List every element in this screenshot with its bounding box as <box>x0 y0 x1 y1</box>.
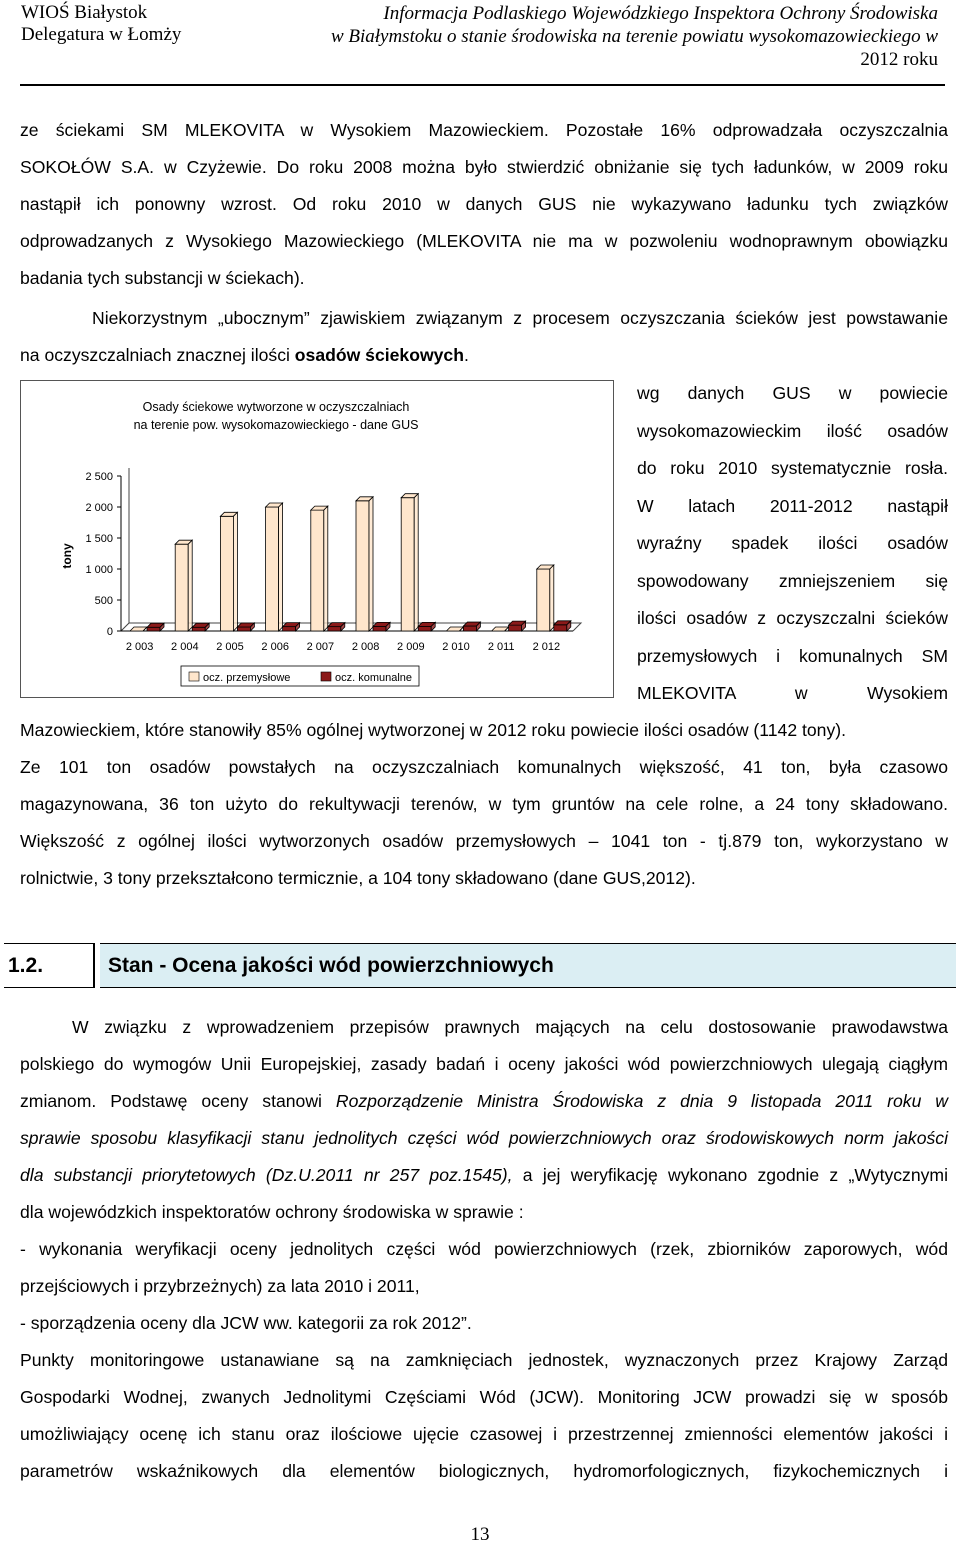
paragraph-4-line13: parametrów wskaźnikowych dla elementów biologicznych, hydromorfologicznych, fizykochemicznych i <box>20 1461 948 1481</box>
chart-x-tick-label: 2 010 <box>442 641 470 653</box>
chart-side-text <box>637 375 948 713</box>
header-report-title <box>238 2 938 71</box>
paragraph-4-line6: dla wojewódzkich inspektoratów ochrony środowiska w sprawie : <box>20 1202 524 1222</box>
chart-y-axis-label: tony <box>60 543 74 569</box>
chart-legend <box>181 666 419 686</box>
bar-municipal <box>463 622 480 631</box>
header-title-line3: 2012 roku <box>860 49 938 70</box>
sludge-chart <box>20 380 614 698</box>
paragraph-1-line3a: nastąpił ich ponowny wzrost. <box>20 194 277 214</box>
section-title: Stan - Ocena jakości wód powierzchniowych <box>100 943 956 988</box>
paragraph-2-line2 <box>20 337 948 374</box>
bar-municipal <box>147 623 164 631</box>
paragraph-4-regulation: Rozporządzenie Ministra Środowiska z dnia 9 listopada 2011 roku w <box>335 1091 948 1111</box>
bar-industrial <box>446 627 463 631</box>
chart-x-tick-label: 2 004 <box>171 641 199 653</box>
bar-industrial-front <box>537 569 550 631</box>
paragraph-3 <box>20 712 948 897</box>
chart-title-line1: Osady ściekowe wytworzone w oczyszczalniach <box>142 400 410 414</box>
bar-industrial <box>311 506 328 631</box>
chart-x-tick-label: 2 006 <box>261 641 289 653</box>
chart-x-ticks <box>126 641 560 653</box>
side-text-line9: MLEKOVITA w Wysokiem <box>637 683 948 703</box>
chart-x-tick-label: 2 007 <box>306 641 335 653</box>
bar-municipal-front <box>373 626 386 631</box>
side-text-line3: do roku 2010 systematycznie rosła. <box>637 458 948 478</box>
bar-industrial-side <box>550 565 554 631</box>
section-heading <box>4 943 956 986</box>
paragraph-4-line3 <box>20 1083 948 1120</box>
paragraph-4-line10: Punkty monitoringowe ustanawiane są na zamknięciach jednostek, wyznaczonych przez Krajowy Zarząd <box>20 1350 948 1370</box>
bar-industrial <box>401 494 418 631</box>
paragraph-2 <box>20 300 948 374</box>
paragraph-2-line1: Niekorzystnym „ubocznym” zjawiskiem związanym z procesem oczyszczania ścieków jest powstawanie <box>92 308 948 328</box>
chart-back-wall <box>121 468 129 631</box>
paragraph-2-line2a: na oczyszczalniach znacznej ilości <box>20 345 295 365</box>
paragraph-4 <box>20 1009 948 1490</box>
paragraph-1-line2: SOKOŁÓW S.A. w Czyżewie. Do roku 2008 można było stwierdzić obniżanie się tych ładunków, w 2009 roku <box>20 157 948 177</box>
side-text-line8: przemysłowych i komunalnych SM <box>637 645 948 666</box>
page-number: 13 <box>470 1524 490 1545</box>
paragraph-1 <box>20 112 948 297</box>
bar-industrial <box>130 627 147 631</box>
bar-industrial-side <box>324 506 328 631</box>
bar-industrial <box>356 497 373 631</box>
bar-municipal-front <box>192 627 205 631</box>
bar-municipal-front <box>237 627 250 631</box>
paragraph-1-line3 <box>20 186 948 223</box>
side-text-line2: wysokomazowieckim ilość osadów <box>637 420 948 441</box>
paragraph-4-line7: - wykonania weryfikacji oceny jednolitych części wód powierzchniowych (rzek, zbiorników zaporowych, wód <box>20 1239 948 1259</box>
chart-y-tick-label: 1 500 <box>85 533 113 545</box>
legend-label: ocz. komunalne <box>335 672 413 684</box>
chart-x-tick-label: 2 003 <box>125 641 154 653</box>
bar-industrial-side <box>188 540 192 631</box>
bar-industrial <box>492 627 509 631</box>
header-title-line2: w Białymstoku o stanie środowiska na terenie powiatu wysokomazowieckiego w <box>330 26 938 47</box>
paragraph-3-line4: Większość z ogólnej ilości wytworzonych osadów przemysłowych – 1041 ton - tj.879 ton, wykorzystano w <box>20 831 948 851</box>
bar-industrial <box>537 565 554 631</box>
header-institution <box>21 2 181 46</box>
side-text-line4: W latach 2011-2012 nastąpił <box>637 495 948 516</box>
bar-municipal-front <box>147 627 160 631</box>
paragraph-1-line3b: Od roku 2010 w danych GUS nie wykazywano ładunku tych związków <box>292 194 948 214</box>
bar-industrial <box>220 512 237 631</box>
bar-municipal-front <box>554 625 567 631</box>
header-institution-line1: WIOŚ Białystok <box>21 2 148 23</box>
legend-swatch <box>321 672 331 681</box>
chart-y-ticks <box>85 471 121 638</box>
bar-municipal <box>283 623 300 631</box>
header-institution-line2: Delegatura w Łomży <box>21 24 182 45</box>
chart-y-tick-label: 500 <box>94 595 113 607</box>
legend-label: ocz. przemysłowe <box>203 672 291 684</box>
chart-y-tick-label: 1 000 <box>85 564 113 576</box>
bar-municipal <box>509 621 526 631</box>
chart-y-tick-label: 2 000 <box>85 502 113 514</box>
bar-municipal-front <box>328 627 341 631</box>
bar-municipal <box>554 621 571 631</box>
paragraph-4-line1: W związku z wprowadzeniem przepisów prawnych mających na celu dostosowanie prawodawstwa <box>72 1017 948 1037</box>
bar-industrial <box>175 540 192 631</box>
paragraph-4-line8: przejściowych i przybrzeżnych) za lata 2010 i 2011, <box>20 1276 420 1296</box>
bar-industrial-side <box>414 494 418 631</box>
header-divider <box>20 84 945 86</box>
chart-title-line2: na terenie pow. wysokomazowieckiego - dane GUS <box>133 418 419 432</box>
chart-x-tick-label: 2 009 <box>397 641 425 653</box>
paragraph-4-line5a: dla substancji priorytetowych (Dz.U.2011 nr 257 poz.1545), <box>20 1165 513 1185</box>
paragraph-2-keyword: osadów ściekowych <box>294 345 464 365</box>
bar-municipal-front <box>463 626 476 631</box>
bar-industrial-front <box>175 544 188 631</box>
paragraph-1-line5: badania tych substancji w ściekach). <box>20 268 305 288</box>
chart-bars <box>130 494 571 631</box>
bar-municipal <box>237 623 254 631</box>
bar-industrial-front <box>266 507 279 631</box>
chart-x-tick-label: 2 011 <box>487 641 515 653</box>
paragraph-4-line2: polskiego do wymogów Unii Europejskiej, zasady badań i oceny jakości wód powierzchniowych ulegają ciągłym <box>20 1054 948 1074</box>
bar-municipal <box>192 623 209 631</box>
paragraph-3-line1: Mazowieckiem, które stanowiły 85% ogólnej wytworzonej w 2012 roku powiecie ilości osadów (1142 tony). <box>20 720 846 740</box>
bar-municipal-front <box>283 627 296 631</box>
section-number: 1.2. <box>4 943 95 988</box>
bar-municipal-front <box>418 626 431 631</box>
paragraph-3-line2: Ze 101 ton osadów powstałych na oczyszczalniach komunalnych większość, 41 ton, była czasowo <box>20 757 948 777</box>
bar-municipal-front <box>509 625 522 631</box>
chart-x-tick-label: 2 012 <box>532 641 561 653</box>
paragraph-4-line5 <box>20 1157 948 1194</box>
bar-municipal <box>418 622 435 631</box>
bar-municipal <box>328 623 345 631</box>
paragraph-4-line3a: zmianom. Podstawę oceny stanowi <box>20 1091 336 1111</box>
paragraph-2-line2c: . <box>463 345 469 365</box>
bar-industrial-front <box>220 516 233 631</box>
paragraph-3-line5: rolnictwie, 3 tony przekształcono termicznie, a 104 tony składowano (dane GUS,2012). <box>20 868 696 888</box>
paragraph-4-line4: sprawie sposobu klasyfikacji stanu jednolitych części wód powierzchniowych oraz środowiskowych norm jakości <box>20 1128 948 1148</box>
bar-industrial <box>266 503 283 631</box>
bar-industrial-side <box>279 503 283 631</box>
bar-municipal <box>373 622 390 631</box>
side-text-line7: ilości osadów z oczyszczalni ścieków <box>637 608 948 628</box>
bar-industrial-side <box>233 512 237 631</box>
chart-x-tick-label: 2 008 <box>351 641 380 653</box>
side-text-line6: spowodowany zmniejszeniem się <box>637 570 948 591</box>
paragraph-3-line3: magazynowana, 36 ton użyto do rekultywacji terenów, w tym gruntów na cele rolne, a 24 tony składowano. <box>20 794 948 814</box>
header-title-line1: Informacja Podlaskiego Wojewódzkiego Inspektora Ochrony Środowiska <box>383 3 938 24</box>
paragraph-1-line1: ze ściekami SM MLEKOVITA w Wysokiem Mazowieckiem. Pozostałe 16% odprowadzała oczyszczalnia <box>20 120 948 140</box>
bar-industrial-front <box>401 498 414 631</box>
paragraph-4-line5b: a jej weryfikację wykonano zgodnie z „Wytycznymi <box>512 1165 948 1185</box>
paragraph-4-line9: - sporządzenia oceny dla JCW ww. kategorii za rok 2012”. <box>20 1313 472 1333</box>
side-text-line1: wg danych GUS w powiecie <box>637 383 948 403</box>
bar-industrial-front <box>356 501 369 631</box>
bar-industrial-front <box>311 510 324 631</box>
paragraph-4-line11: Gospodarki Wodnej, zwanych Jednolitymi Częściami Wód (JCW). Monitoring JCW prowadzi się w sposób <box>20 1387 948 1407</box>
chart-x-tick-label: 2 005 <box>216 641 244 653</box>
legend-swatch <box>189 672 199 681</box>
paragraph-4-line12: umożliwiający ocenę ich stanu oraz ilościowe ujęcie czasowej i przestrzennej zmienności elementów jakości i <box>20 1424 948 1444</box>
bar-industrial-side <box>369 497 373 631</box>
chart-y-tick-label: 2 500 <box>85 471 113 483</box>
paragraph-1-line4: odprowadzanych z Wysokiego Mazowieckiego (MLEKOVITA nie ma w pozwoleniu wodnoprawnym obowiązku <box>20 231 948 251</box>
chart-y-tick-label: 0 <box>106 626 113 638</box>
sludge-chart-svg <box>21 381 613 697</box>
side-text-line5: wyraźny spadek ilości osadów <box>637 533 948 553</box>
